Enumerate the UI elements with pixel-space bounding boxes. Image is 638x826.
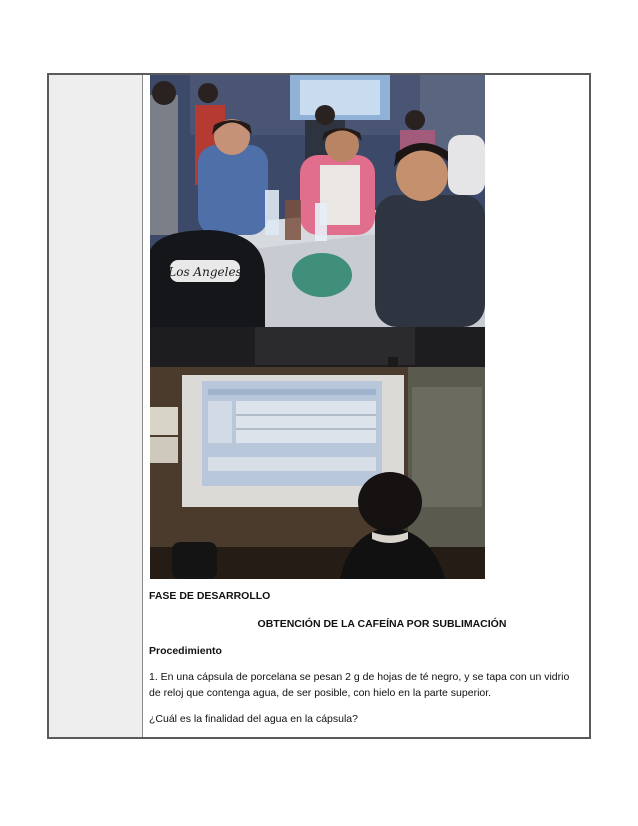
procedure-step-1: 1. En una cápsula de porcelana se pesan 2 g de hojas de té negro, y se tapa con un vidrio de reloj que contenga agua, de ser posible, con hielo en la parte superior.: [149, 671, 570, 699]
projector-photo-illustration: [150, 327, 485, 579]
content-cell: [143, 75, 589, 737]
classroom-students-photo: [150, 75, 485, 327]
left-column-cell: [49, 75, 143, 737]
document-table: [47, 73, 591, 739]
classroom-photo-illustration: [150, 75, 485, 327]
procedure-heading: Procedimiento: [149, 645, 222, 657]
phase-heading: FASE DE DESARROLLO: [149, 590, 271, 602]
question-text: ¿Cuál es la finalidad del agua en la cápsula?: [149, 713, 358, 725]
backpack-logo-text: Los Angeles: [168, 265, 242, 279]
section-title: OBTENCIÓN DE LA CAFEÍNA POR SUBLIMACIÓN: [257, 618, 507, 630]
projector-screen-photo: [150, 327, 485, 579]
